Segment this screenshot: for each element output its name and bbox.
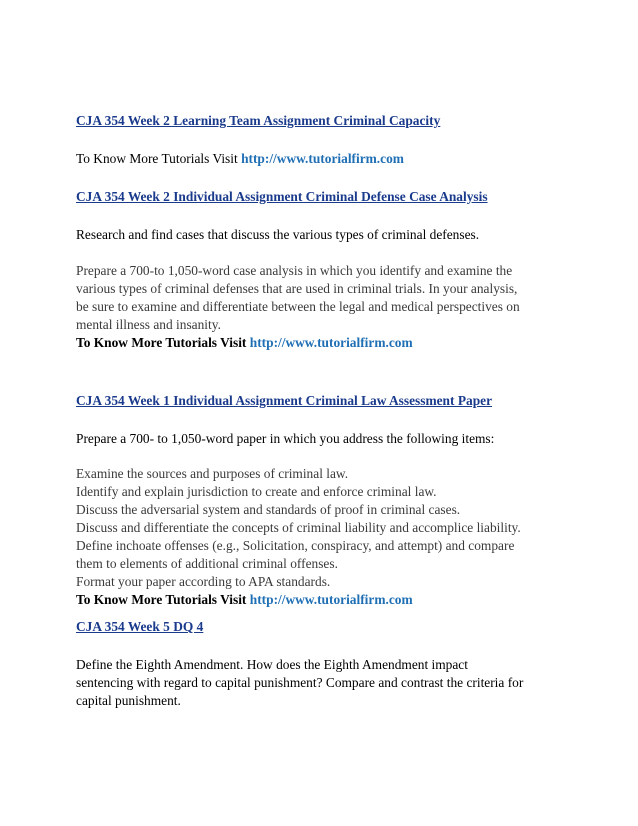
section4-paragraph bbox=[76, 656, 523, 710]
visit-prefix: To Know More Tutorials Visit bbox=[76, 335, 247, 350]
section3-line: Define inchoate offenses (e.g., Solicitation, conspiracy, and attempt) and compare bbox=[76, 538, 515, 553]
section2-line: various types of criminal defenses that are used in criminal trials. In your analysis, bbox=[76, 281, 518, 296]
section3-line: Format your paper according to APA standards. bbox=[76, 574, 331, 589]
visit-line-3 bbox=[76, 591, 521, 609]
heading-week2-learning-team[interactable]: CJA 354 Week 2 Learning Team Assignment Criminal Capacity bbox=[76, 113, 441, 128]
tutorialfirm-link[interactable]: http://www.tutorialfirm.com bbox=[241, 151, 404, 166]
heading-week5-dq4[interactable]: CJA 354 Week 5 DQ 4 bbox=[76, 619, 204, 634]
section2-line: be sure to examine and differentiate between the legal and medical perspectives on bbox=[76, 299, 520, 314]
tutorialfirm-link[interactable]: http://www.tutorialfirm.com bbox=[249, 335, 413, 350]
visit-line-2 bbox=[76, 334, 520, 352]
section4-line: Define the Eighth Amendment. How does the Eighth Amendment impact bbox=[76, 657, 468, 672]
section2-paragraph bbox=[76, 262, 520, 352]
section2-intro: Research and find cases that discuss the various types of criminal defenses. bbox=[76, 227, 480, 242]
section2-line: mental illness and insanity. bbox=[76, 317, 221, 332]
section2-line: Prepare a 700-to 1,050-word case analysis in which you identify and examine the bbox=[76, 263, 513, 278]
section3-list bbox=[76, 465, 521, 609]
section3-line: Discuss the adversarial system and standards of proof in criminal cases. bbox=[76, 502, 461, 517]
heading-week2-individual[interactable]: CJA 354 Week 2 Individual Assignment Criminal Defense Case Analysis bbox=[76, 189, 488, 204]
section3-line: Examine the sources and purposes of criminal law. bbox=[76, 466, 349, 481]
section3-line: them to elements of additional criminal offenses. bbox=[76, 556, 338, 571]
heading-week1-individual[interactable]: CJA 354 Week 1 Individual Assignment Criminal Law Assessment Paper bbox=[76, 393, 493, 408]
section3-line: Identify and explain jurisdiction to create and enforce criminal law. bbox=[76, 484, 437, 499]
visit-line-1 bbox=[76, 150, 404, 168]
section3-line: Discuss and differentiate the concepts of criminal liability and accomplice liability. bbox=[76, 520, 521, 535]
section4-line: capital punishment. bbox=[76, 693, 181, 708]
tutorialfirm-link[interactable]: http://www.tutorialfirm.com bbox=[249, 592, 413, 607]
section3-intro: Prepare a 700- to 1,050-word paper in which you address the following items: bbox=[76, 431, 495, 446]
visit-prefix: To Know More Tutorials Visit bbox=[76, 592, 247, 607]
section4-line: sentencing with regard to capital punishment? Compare and contrast the criteria for bbox=[76, 675, 524, 690]
visit-prefix: To Know More Tutorials Visit bbox=[76, 151, 238, 166]
